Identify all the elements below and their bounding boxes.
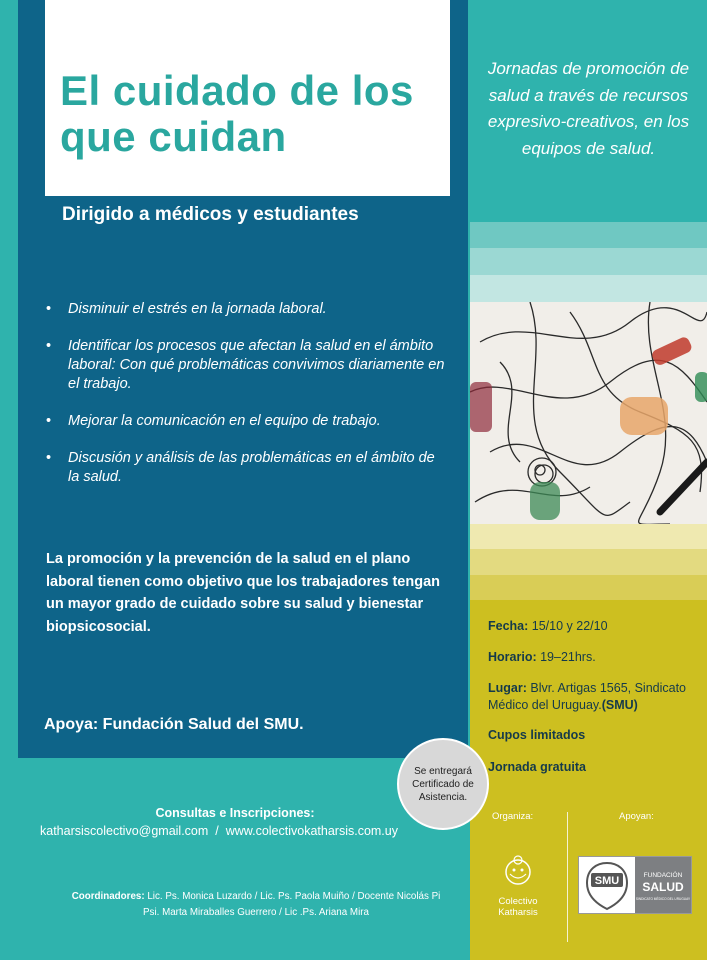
katharsis-logo-icon bbox=[498, 852, 538, 892]
salud-text: SALUD bbox=[642, 880, 684, 894]
stripe bbox=[470, 524, 707, 549]
objectives-list bbox=[40, 300, 450, 505]
list-item: • Discusión y análisis de las problemáticas en el ámbito de la salud. bbox=[40, 449, 450, 487]
stripe bbox=[470, 275, 707, 302]
list-item: • Identificar los procesos que afectan la salud en el ámbito laboral: Con qué problemáticas convivimos diariamente en el trabajo. bbox=[40, 337, 450, 394]
stripe bbox=[470, 248, 707, 275]
smu-fullname-text: SINDICATO MÉDICO DEL URUGUAY bbox=[635, 897, 691, 901]
artwork-image bbox=[470, 302, 707, 524]
event-date: Fecha: 15/10 y 22/10 bbox=[488, 619, 608, 633]
limited-spots: Cupos limitados bbox=[488, 728, 586, 742]
page-title: El cuidado de los que cuidan bbox=[60, 67, 414, 160]
intro-paragraph: La promoción y la prevención de la salud en el plano laboral tienen como objetivo que los trabajadores tengan un mayor grado de cuidado sobre su salud y bienestar biopsicosocial. bbox=[46, 551, 440, 635]
tagline: Jornadas de promoción de salud a través de recursos expresivo-creativos, en los equipos de salud. bbox=[487, 59, 690, 158]
coordinators bbox=[46, 889, 466, 921]
free-event: Jornada gratuita bbox=[488, 760, 586, 774]
fundacion-text: FUNDACIÓN bbox=[643, 872, 683, 879]
organizer-name: Colectivo Katharsis bbox=[498, 896, 538, 918]
page-subtitle: Dirigido a médicos y estudiantes bbox=[62, 204, 359, 225]
event-time: Horario: 19–21hrs. bbox=[488, 650, 596, 664]
contact-line bbox=[40, 824, 398, 838]
support-line: Apoya: Fundación Salud del SMU. bbox=[44, 716, 304, 733]
supporters-label: Apoyan: bbox=[619, 811, 654, 822]
stripe bbox=[470, 575, 707, 600]
website-link[interactable]: www.colectivokatharsis.com.uy bbox=[225, 824, 398, 838]
contact-heading: Consultas e Inscripciones: bbox=[155, 806, 315, 820]
contact-separator: / bbox=[215, 824, 219, 838]
list-item: • Disminuir el estrés en la jornada laboral. bbox=[40, 300, 450, 319]
event-location: Lugar: Blvr. Artigas 1565, Sindicato Médico del Uruguay.(SMU) bbox=[488, 681, 687, 712]
coordinators-line: Coordinadores: Lic. Ps. Monica Luzardo / Lic. Ps. Paola Muiño / Docente Nicolás Pi bbox=[71, 891, 441, 902]
list-item: • Mejorar la comunicación en el equipo de trabajo. bbox=[40, 412, 450, 431]
stripe bbox=[470, 222, 707, 248]
smu-logo-text: SMU bbox=[594, 875, 620, 887]
artwork-photo bbox=[470, 302, 707, 524]
stripe bbox=[470, 549, 707, 575]
certificate-text: Se entregará Certificado de Asistencia. bbox=[412, 765, 474, 803]
organizer-label: Organiza: bbox=[492, 811, 534, 822]
smu-fundacion-logo bbox=[578, 856, 692, 914]
coordinators-line: Psi. Marta Miraballes Guerrero / Lic .Ps. Ariana Mira bbox=[143, 907, 369, 918]
sponsor-divider bbox=[567, 812, 568, 942]
email-link[interactable]: katharsiscolectivo@gmail.com bbox=[40, 824, 209, 838]
